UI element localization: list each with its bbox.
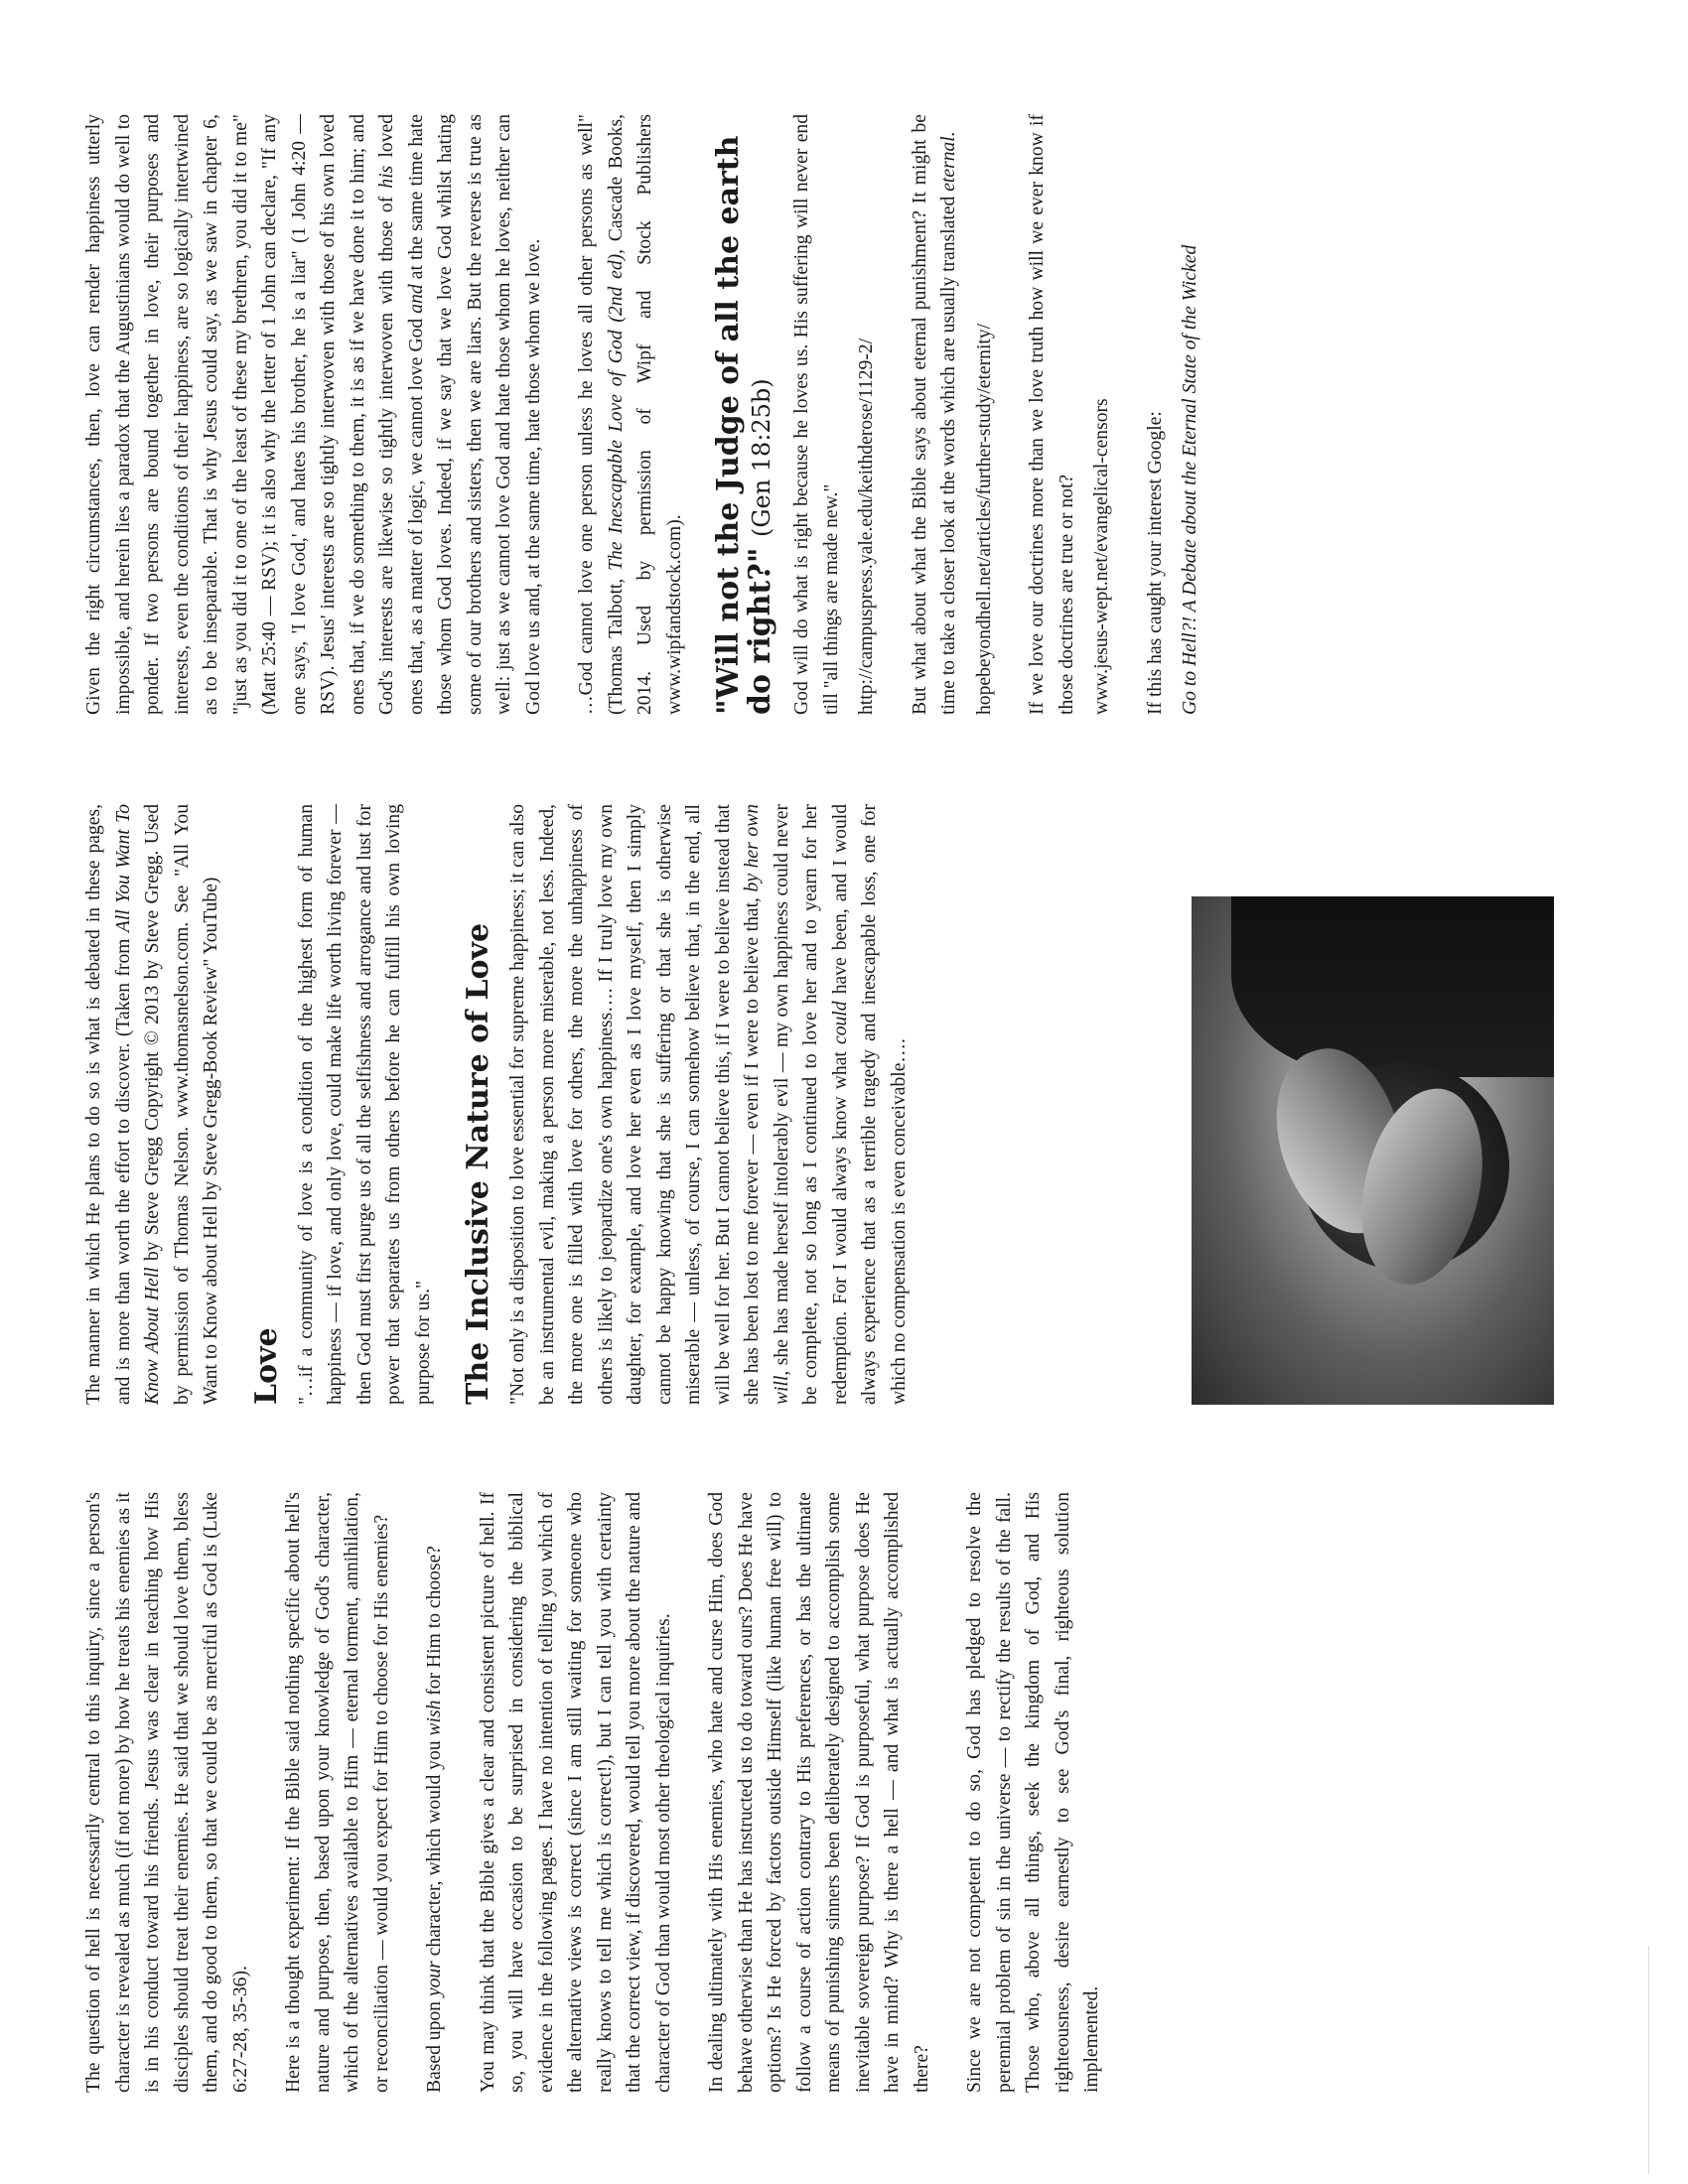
text: But what about what the Bible says about eternal punishment? It might be time to take a closer look at the words which are usually translated [909,114,959,715]
book-title-debate [1176,114,1205,715]
emphasis: could [829,1001,851,1044]
page-edge-line [1648,1946,1679,2174]
link-yale[interactable]: http://campuspress.yale.edu/keithderose/1129-2/ [856,338,877,715]
paragraph [79,114,548,715]
emphasis: wish [424,1700,445,1736]
emphasis: by her own will [742,803,792,1405]
text: The manner in which He plans to do so is what is debated in these pages, and is more than worth the effort to discover. (Taken from [83,804,134,1405]
section-heading-love: Love [248,1327,284,1405]
text: for Him to choose? [424,1546,445,1701]
paragraph: If we love our doctrines more than we love truth how will we ever know if those doctrines are true or not? [1027,114,1077,715]
heading-text: "Will not the Judge of all the earth do right?" [711,135,777,715]
section-heading-inclusive-nature: The Inclusive Nature of Love [461,922,495,1405]
column-3 [79,114,1229,715]
column-2 [79,804,937,1405]
paragraph [906,114,964,715]
paragraph: Since we are not competent to do so, God has pledged to resolve the perennial problem of sin in the universe — to rectify the results of the fall. Those who, above all things, seek the kingdom of God, and His righteousness, desire earnestly to see God's final, righteous solution implemented. [964,1492,1102,2093]
text: "Not only is a disposition to love essential for supreme happiness; it can also be an instrumental evil, making a person more miserable, not less. Indeed, the more one is filled with love for others, the more the unhappiness of others is likely to jeopardize one's own happiness…. If I truly love my own daughter, for example, and love her even as I love myself, then I simply cannot be happy knowing that she is suffering or that she is otherwise miserable — unless, of course, I can somehow believe that, in the end, all will be well for her. But I cannot believe this, if I were to believe instead that she has been lost to me forever — even if I were to believe that, [507,804,763,1405]
paragraph: Here is a thought experiment: If the Bible said nothing specific about hell's nature and purpose, then, based upon your knowledge of God's character, which of the alternatives available to Him — eternal torment, annihilation, or reconciliation — would you expect for Him to choose for His enemies? [283,1492,392,2093]
emphasis: and [405,284,427,314]
text: …God cannot love one person unless he loves all other persons as well" (Thomas Talbott, [576,114,627,715]
book-title: The Inescapable Love of God (2nd ed) [605,253,627,571]
book-title: All You Want To Know About Hell [112,804,163,1405]
emphasis: eternal. [938,131,959,192]
text: , she has made herself intolerably evil — my own happiness could never be complete, not so long as I continued to love her and to yearn for her redemption. For I would always know what [771,804,851,1405]
paragraph: If this has caught your interest Google: [1144,411,1166,715]
text: have been, and I would always experience that as a terrible tragedy and inescapable loss, one for which no compensation is even conceivable…. [829,803,910,1405]
emphasis: Go to Hell?! A Debate about the Eternal State of the Wicked [1180,244,1200,715]
column-1 [79,1492,1131,2093]
text: at the same time hate those whom God loves. Indeed, if we say that we love God whilst hating some of our brothers and sisters, then we are liars. But the reverse is true as well: just as we cannot love God and hate those whom he loves, neither can God love us and, at the same time, hate those whom we love. [405,114,544,715]
paragraph: God will do what is right because he loves us. His suffering will never end till "all things are made new." [791,114,842,715]
text: , Cascade Books, 2014. Used by permission of Wipf and Stock Publishers www.wipfandstock.com). [605,114,685,715]
paragraph: The question of hell is necessarily central to this inquiry, since a person's character is revealed as much (if not more) by how he treats his enemies as it is in his conduct toward his friends. Jesus was clear in teaching how His disciples should treat their enemies. He said that we should love them, bless them, and do good to them, so that we could be as merciful as God is (Luke 6:27-28, 35-36). [83,1492,251,2093]
text: loved ones that, as a matter of logic, we cannot love God [376,114,427,715]
text: character, which would you [424,1735,445,1962]
link-jesus-wept[interactable]: www.jesus-wept.net/evangelical-censors [1091,398,1112,715]
link-hopebeyondhell[interactable]: hopebeyondhell.net/articles/further-study/eternity/ [973,323,995,715]
shoulder-shape [1231,896,1554,1077]
quote-paragraph [503,804,914,1405]
paragraph: You may think that the Bible gives a clear and consistent picture of hell. If so, you will have occasion to be surprised in considering the biblical evidence in the following pages. I have no intention of telling you which of the alternative views is correct (since I am still waiting for someone who really knows to tell me which is correct!), but I can tell you with certainty that the correct view, if discovered, would tell you more about the nature and character of God than would most other theological inquiries. [477,1492,674,2093]
emphasis: his [376,165,397,189]
heading-reference: (Gen 18:25b) [748,378,775,538]
section-heading-judge [713,114,777,715]
emphasis: your [424,1961,445,1997]
text: Given the right circumstances, then, love can render happiness utterly impossible, and herein lies a paradox that the Augustinians would do well to ponder. If two persons are bound together in love, their purposes and interests, even the conditions of their happiness, are so logically intertwined as to be inseparable. That is why Jesus could say, as we saw in chapter 6, "just as you did it to one of the least of these my brethren, you did it to me" (Matt 25:40 — RSV); it is also why the letter of 1 John can declare, "If any one says, 'I love God,' and hates his brother, he is a liar" (1 John 4:20 — RSV). Jesus' interests are so tightly interwoven with those of his own loved ones that, if we do something to them, it is as if we have done it to him; and God's interests are likewise so tightly interwoven with those of [83,114,397,715]
paragraph [79,804,226,1405]
paragraph: In dealing ultimately with His enemies, who hate and curse Him, does God behave otherwise than He has instructed us to do toward ours? Does He have options? Is He forced by factors outside Himself (like human free will) to follow a course of action contrary to His preferences, or has the ultimate means of punishing sinners been deliberately designed to accomplish some inevitable sovereign purpose? If God is purposeful, what purpose does He have in mind? Why is there a hell — and what is actually accomplished there? [706,1492,932,2093]
paragraph [420,1492,450,2093]
quote-paragraph: "…if a community of love is a condition of the highest form of human happiness — if love, and only love, could make life worth living forever — then God must first purge us of all the selfishness and arrogance and lust for power that separates us from others before he can fulfill his own loving purpose for us." [295,804,434,1405]
paragraph [572,114,689,715]
photo-man-holding-head [1192,896,1554,1405]
text: Based upon [424,1996,445,2093]
text: by Steve Gregg Copyright © 2013 by Steve Gregg. Used by permission of Thomas Nelson. www.thomasnelson.com. See "All You Want to Know about Hell by Steve Gregg-Book Review" YouTube) [142,803,221,1405]
